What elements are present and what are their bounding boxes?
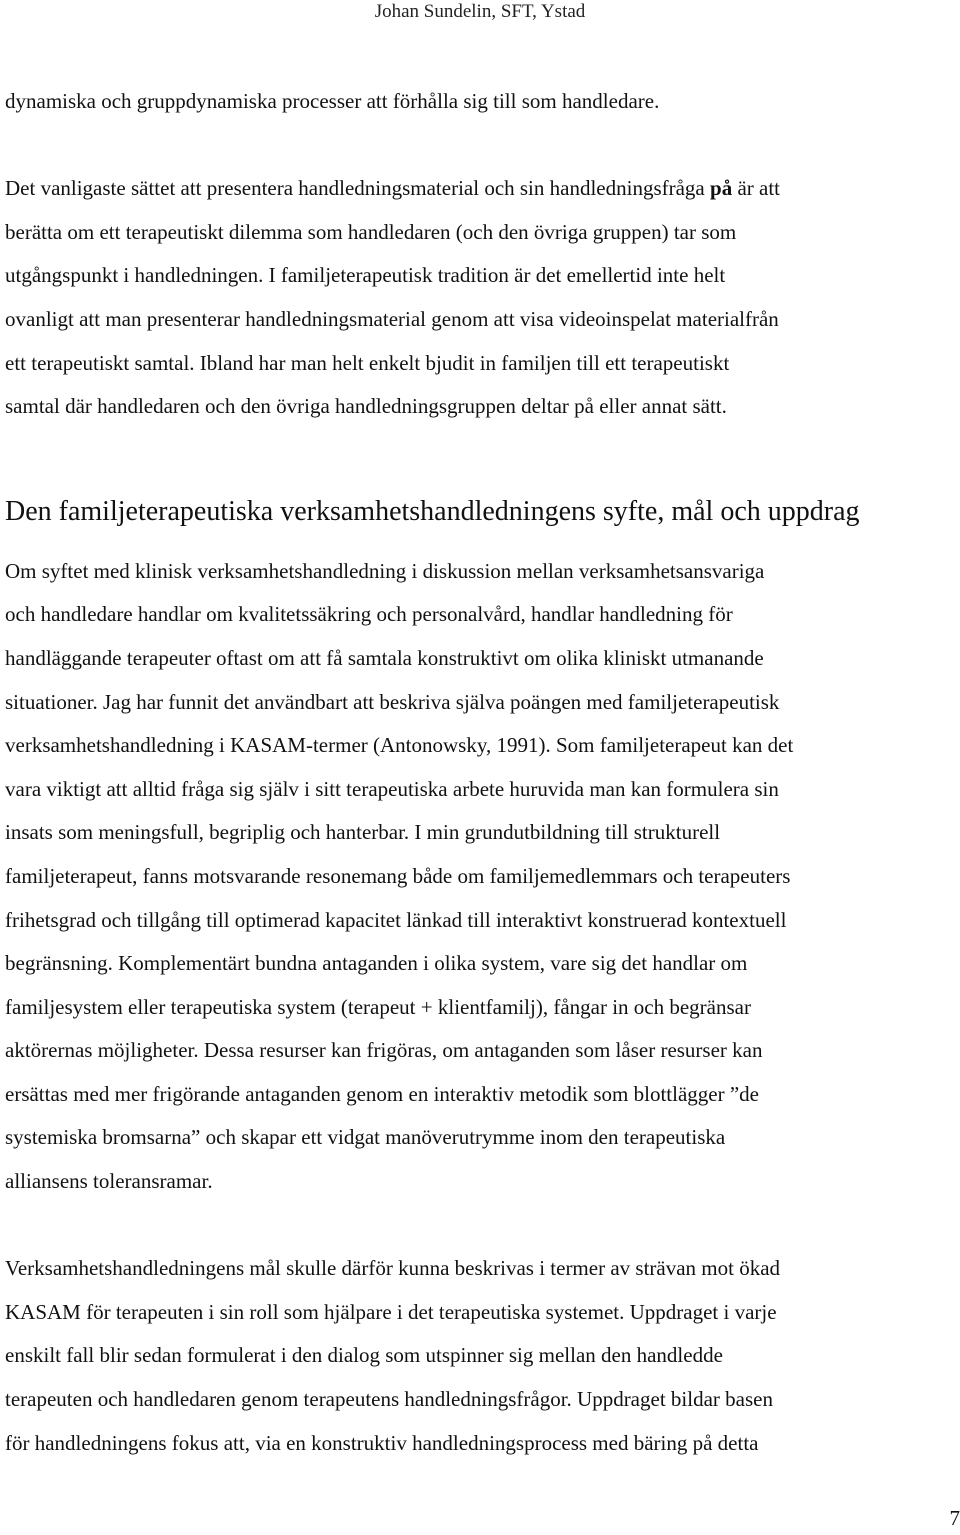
text-line: aktörernas möjligheter. Dessa resurser kan frigöras, om antaganden som låser resurser kan [5,1038,763,1063]
text-line: Verksamhetshandledningens mål skulle därför kunna beskrivas i termer av strävan mot ökad [5,1256,781,1281]
text-line: begränsning. Komplementärt bundna antaganden i olika system, vare sig det handlar om [5,951,748,976]
text-line: verksamhetshandledning i KASAM-termer (Antonowsky, 1991). Som familjeterapeut kan det [5,733,794,758]
text-line: ovanligt att man presenterar handledningsmaterial genom att visa videoinspelat materialfrån [5,306,779,331]
document-body [5,80,955,1465]
text-line: situationer. Jag har funnit det användbart att beskriva själva poängen med familjeterapeutisk [5,689,780,714]
text-line: familjeterapeut, fanns motsvarande resonemang både om familjemedlemmars och terapeuters [5,863,791,888]
text-line: systemiska bromsarna” och skapar ett vidgat manöverutrymme inom den terapeutiska [5,1125,726,1150]
section-spacer [5,429,955,492]
text-line: insats som meningsfull, begriplig och hanterbar. I min grundutbildning till strukturell [5,820,721,845]
text-line: dynamiska och gruppdynamiska processer att förhålla sig till som handledare. [5,89,660,113]
paragraph-4 [5,1247,955,1465]
text-line: vara viktigt att alltid fråga sig själv i sitt terapeutiska arbete huruvida man kan formulera sin [5,776,779,801]
paragraph-2 [5,167,955,429]
page-header [0,0,960,24]
text-line: och handledare handlar om kvalitetssäkring och personalvård, handlar handledning för [5,602,733,627]
paragraph-3 [5,550,955,1204]
text-line: handläggande terapeuter oftast om att få samtala konstruktivt om olika kliniskt utmanande [5,645,764,670]
text-line: utgångspunkt i handledningen. I familjeterapeutisk tradition är det emellertid inte helt [5,263,726,288]
section-heading: Den familjeterapeutiska verksamhetshandledningens syfte, mål och uppdrag [5,495,860,527]
header-author: Johan Sundelin, SFT, Ystad [374,1,586,22]
text-line: ersättas med mer frigörande antaganden genom en interaktiv metodik som blottlägger ”de [5,1081,759,1106]
bold-word: på [710,176,733,201]
paragraph-spacer [5,1204,955,1248]
text-line: enskilt fall blir sedan formulerat i den dialog som utspinner sig mellan den handledde [5,1343,723,1368]
paragraph-1 [5,80,955,124]
text-line: samtal där handledaren och den övriga handledningsgruppen deltar på eller annat sätt. [5,394,727,419]
text-line: för handledningens fokus att, via en konstruktiv handledningsprocess med bäring på detta [5,1430,759,1455]
text-line: Om syftet med klinisk verksamhetshandledning i diskussion mellan verksamhetsansvariga [5,558,765,583]
text-line: ett terapeutiskt samtal. Ibland har man helt enkelt bjudit in familjen till ett terapeutiskt [5,350,730,375]
text-line: frihetsgrad och tillgång till optimerad kapacitet länkad till interaktivt konstruerad kontextuell [5,907,787,932]
text-line: berätta om ett terapeutiskt dilemma som handledaren (och den övriga gruppen) tar som [5,219,737,244]
text-line: familjesystem eller terapeutiska system (terapeut + klientfamilj), fångar in och begränsar [5,994,751,1019]
text-line: terapeuten och handledaren genom terapeutens handledningsfrågor. Uppdraget bildar basen [5,1387,773,1412]
page-number: 7 [949,1506,960,1530]
text-line: KASAM för terapeuten i sin roll som hjälpare i det terapeutiska systemet. Uppdraget i varje [5,1299,777,1324]
text-line: Det vanligaste sättet att presentera handledningsmaterial och sin handledningsfråga på är att [5,176,781,201]
paragraph-spacer [5,124,955,168]
text-line: alliansens toleransramar. [5,1169,213,1194]
